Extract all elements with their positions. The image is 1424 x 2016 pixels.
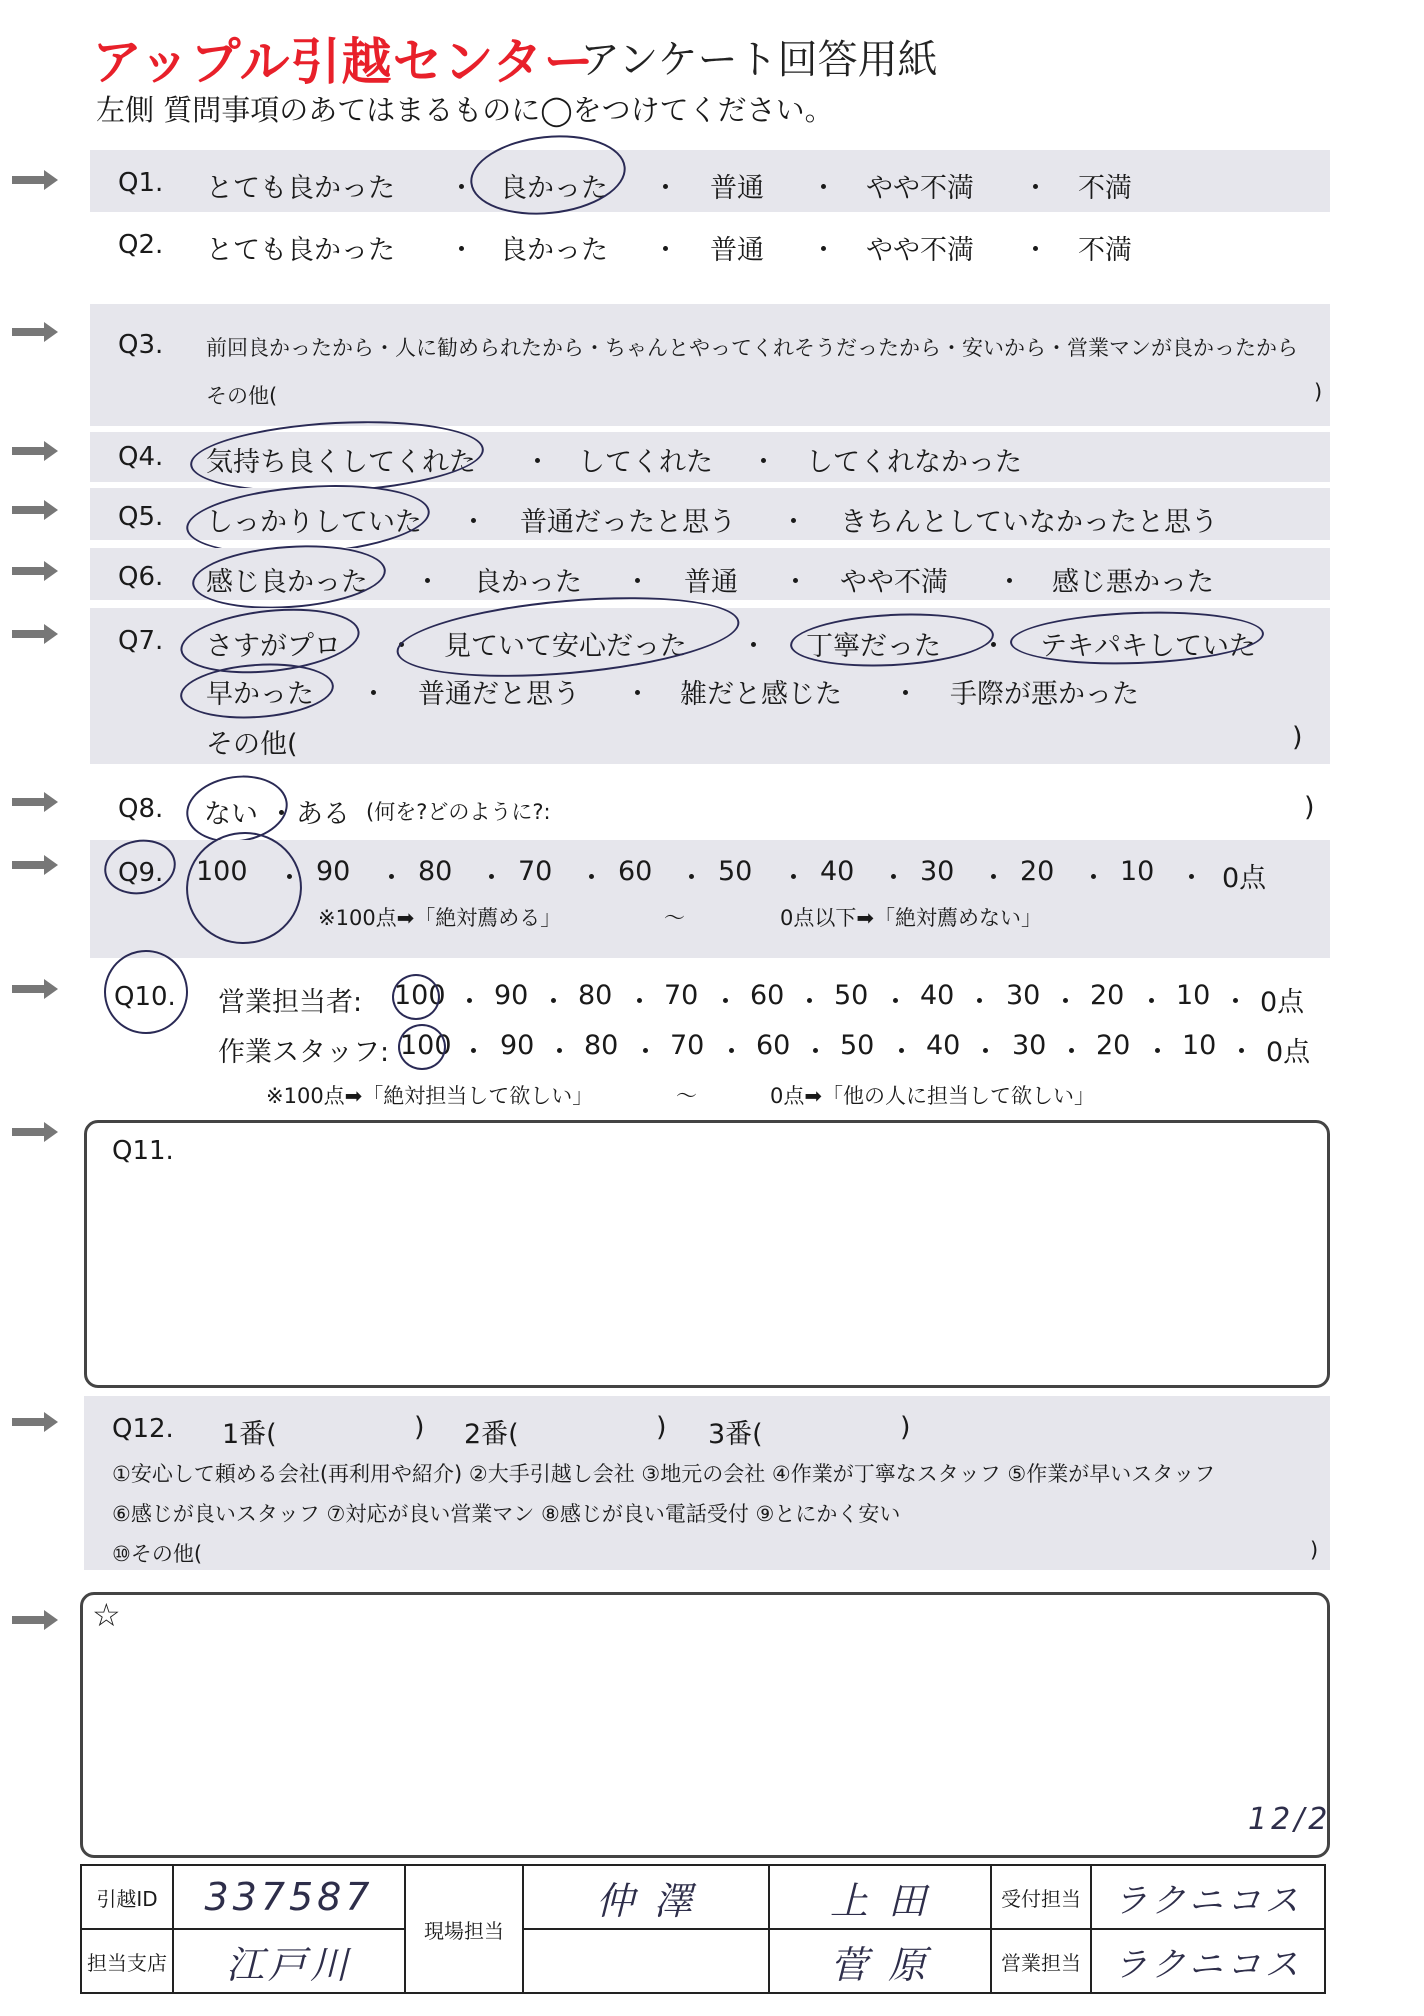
q9-note-left: ※100点➡「絶対薦める」 <box>318 906 562 930</box>
q9-score[interactable]: 20 <box>1020 856 1055 887</box>
site-staff-value-2: 上 田 <box>829 1878 931 1923</box>
q7-option[interactable]: 雑だと感じた <box>680 679 842 710</box>
q7-option[interactable]: 早かった <box>206 679 314 710</box>
q1-option[interactable]: 不満 <box>1078 173 1132 204</box>
q7-option[interactable]: テキパキしていた <box>1040 631 1256 662</box>
q8-note: (何を?どのように?: <box>366 800 551 824</box>
arrow-icon <box>12 500 58 520</box>
q9-score[interactable]: 60 <box>618 856 653 887</box>
q10-sales-score[interactable]: 0点 <box>1260 987 1305 1018</box>
q12-label: Q12. <box>112 1414 174 1444</box>
arrow-icon <box>12 1610 58 1630</box>
arrow-icon <box>12 855 58 875</box>
q9-score[interactable]: 90 <box>316 856 351 887</box>
q10-sales-score[interactable]: 90 <box>494 980 529 1011</box>
arrow-icon <box>12 792 58 812</box>
q10-staff-score[interactable]: 50 <box>840 1030 875 1061</box>
q7-option[interactable]: 丁寧だった <box>806 631 941 662</box>
q2-label: Q2. <box>118 230 164 260</box>
q10-staff-score[interactable]: 70 <box>670 1030 705 1061</box>
q6-option[interactable]: やや不満 <box>840 567 948 598</box>
q12-choices-row2: ⑥感じが良いスタッフ ⑦対応が良い営業マン ⑧感じが良い電話受付 ⑨とにかく安い <box>112 1502 901 1526</box>
q10-staff-score[interactable]: 100 <box>400 1030 452 1061</box>
q10-sales-score[interactable]: 70 <box>664 980 699 1011</box>
free-comment-box[interactable] <box>80 1592 1330 1858</box>
arrow-icon <box>12 1412 58 1432</box>
q1-option[interactable]: とても良かった <box>206 173 395 204</box>
q8-option[interactable]: ある <box>296 799 350 830</box>
q9-score[interactable]: 30 <box>920 856 955 887</box>
q10-sales-score[interactable]: 100 <box>394 980 446 1011</box>
q7-option[interactable]: さすがプロ <box>206 631 341 662</box>
q12-first-label[interactable]: 1番( <box>222 1419 277 1450</box>
arrow-icon <box>12 170 58 190</box>
footer-table <box>80 1864 1326 1994</box>
q2-option[interactable]: とても良かった <box>206 235 395 266</box>
arrow-icon <box>12 1122 58 1142</box>
q2-option[interactable]: 不満 <box>1078 235 1132 266</box>
q10-staff-answer-circle <box>398 1024 446 1070</box>
q5-option[interactable]: 普通だったと思う <box>520 507 736 538</box>
branch-label: 担当支店 <box>81 1929 173 1993</box>
star-icon: ☆ <box>92 1596 121 1634</box>
q1-option[interactable]: 普通 <box>710 173 764 204</box>
q10-staff-score[interactable]: 90 <box>500 1030 535 1061</box>
arrow-icon <box>12 441 58 461</box>
q12-third-label[interactable]: 3番( <box>708 1419 763 1450</box>
q2-option[interactable]: 良かった <box>500 235 608 266</box>
instruction-text: 左側 質問事項のあてはまるものに◯をつけてください。 <box>96 93 834 127</box>
q10-sales-score[interactable]: 50 <box>834 980 869 1011</box>
q10-sales-score[interactable]: 60 <box>750 980 785 1011</box>
q12-second-label[interactable]: 2番( <box>464 1419 519 1450</box>
q4-label: Q4. <box>118 442 164 472</box>
q10-sales-score[interactable]: 40 <box>920 980 955 1011</box>
q10-staff-score[interactable]: 20 <box>1096 1030 1131 1061</box>
q10-staff-score[interactable]: 30 <box>1012 1030 1047 1061</box>
q5-option[interactable]: しっかりしていた <box>206 507 422 538</box>
q3-options[interactable]: 前回良かったから・人に勧められたから・ちゃんとやってくれそうだったから・安いから・営業マンが良かったから <box>206 336 1298 360</box>
q10-staff-label: 作業スタッフ: <box>218 1037 390 1068</box>
q10-label: Q10. <box>114 982 176 1012</box>
q8-option[interactable]: ない <box>204 799 258 830</box>
q7-label: Q7. <box>118 626 164 656</box>
q10-staff-score[interactable]: 40 <box>926 1030 961 1061</box>
q7-other-label: その他( <box>206 729 298 760</box>
reception-value: ラクニコス <box>1113 1880 1303 1921</box>
q10-sales-score[interactable]: 10 <box>1176 980 1211 1011</box>
handwritten-date: 12/2 <box>1248 1802 1332 1837</box>
form-title: アンケート回答用紙 <box>580 37 938 83</box>
q6-label: Q6. <box>118 562 164 592</box>
q5-option[interactable]: きちんとしていなかったと思う <box>840 507 1218 538</box>
q1-option[interactable]: やや不満 <box>866 173 974 204</box>
q1-label: Q1. <box>118 168 164 198</box>
q10-note-left: ※100点➡「絶対担当して欲しい」 <box>266 1084 594 1108</box>
q10-staff-score[interactable]: 60 <box>756 1030 791 1061</box>
q10-sales-label: 営業担当者: <box>218 987 363 1018</box>
q12-choices-row3: ⑩その他( <box>112 1542 203 1566</box>
q9-label: Q9. <box>118 858 164 888</box>
q10-staff-score[interactable]: 0点 <box>1266 1037 1311 1068</box>
site-staff-value-3: 菅 原 <box>829 1942 931 1987</box>
sales-value: ラクニコス <box>1113 1944 1303 1985</box>
arrow-icon <box>12 322 58 342</box>
sales-label: 営業担当 <box>991 1929 1091 1993</box>
q10-staff-score[interactable]: 80 <box>584 1030 619 1061</box>
q7-option[interactable]: 普通だと思う <box>418 679 580 710</box>
move-id-label: 引越ID <box>81 1865 173 1929</box>
arrow-icon <box>12 624 58 644</box>
branch-value: 江戸川 <box>225 1942 352 1987</box>
site-staff-value-1: 仲 澤 <box>595 1878 697 1923</box>
q6-option[interactable]: 感じ悪かった <box>1052 567 1214 598</box>
q5-label: Q5. <box>118 502 164 532</box>
reception-label: 受付担当 <box>991 1865 1091 1929</box>
q9-score[interactable]: 100 <box>196 856 248 887</box>
q10-note-right: 0点➡「他の人に担当して欲しい」 <box>770 1084 1095 1108</box>
q4-option[interactable]: してくれた <box>578 447 713 478</box>
site-staff-label: 現場担当 <box>405 1865 523 1993</box>
q9-score[interactable]: 70 <box>518 856 553 887</box>
q6-option[interactable]: 良かった <box>474 567 582 598</box>
q9-note-right: 0点以下➡「絶対薦めない」 <box>780 906 1042 930</box>
q4-option[interactable]: 気持ち良くしてくれた <box>206 447 476 478</box>
q10-sales-score[interactable]: 30 <box>1006 980 1041 1011</box>
q10-sales-score[interactable]: 80 <box>578 980 613 1011</box>
q9-score[interactable]: 80 <box>418 856 453 887</box>
q9-score[interactable]: 40 <box>820 856 855 887</box>
q4-option[interactable]: してくれなかった <box>806 447 1022 478</box>
q10-sales-score[interactable]: 20 <box>1090 980 1125 1011</box>
company-name: アップル引越センター <box>92 33 595 91</box>
arrow-icon <box>12 561 58 581</box>
move-id-value: 337587 <box>204 1875 374 1919</box>
q11-comment-box[interactable] <box>84 1120 1330 1388</box>
q11-label: Q11. <box>112 1136 174 1166</box>
q1-option[interactable]: 良かった <box>500 173 608 204</box>
q3-label: Q3. <box>118 330 164 360</box>
q3-other-label: その他( <box>206 384 278 408</box>
q6-option[interactable]: 普通 <box>684 567 738 598</box>
q9-score[interactable]: 0点 <box>1222 863 1267 894</box>
q12-choices-row1: ①安心して頼める会社(再利用や紹介) ②大手引越し会社 ③地元の会社 ④作業が丁寧なスタッフ ⑤作業が早いスタッフ <box>112 1462 1216 1486</box>
q9-score[interactable]: 10 <box>1120 856 1155 887</box>
q7-option[interactable]: 見ていて安心だった <box>444 631 687 662</box>
q9-score[interactable]: 50 <box>718 856 753 887</box>
q8-label: Q8. <box>118 794 164 824</box>
q2-option[interactable]: 普通 <box>710 235 764 266</box>
q2-option[interactable]: やや不満 <box>866 235 974 266</box>
arrow-icon <box>12 979 58 999</box>
q6-option[interactable]: 感じ良かった <box>206 567 368 598</box>
q7-option[interactable]: 手際が悪かった <box>950 679 1139 710</box>
q10-staff-score[interactable]: 10 <box>1182 1030 1217 1061</box>
q10-sales-answer-circle <box>392 974 440 1020</box>
